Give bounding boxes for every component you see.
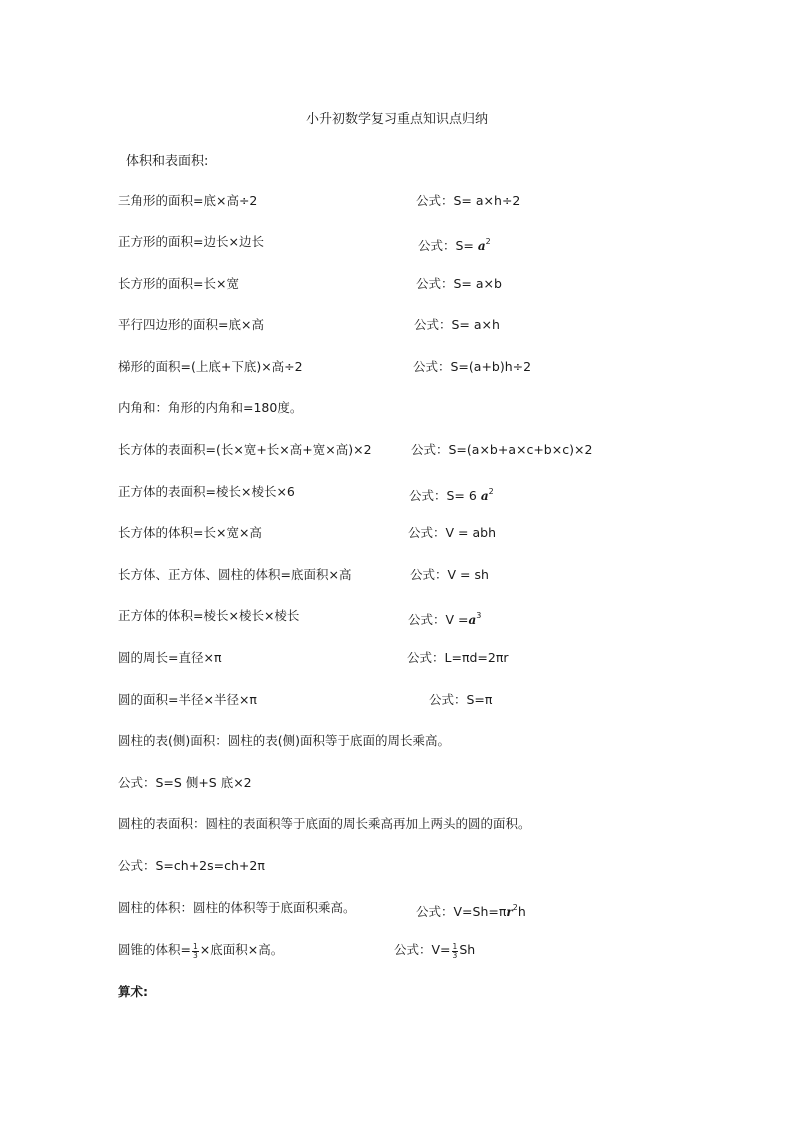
formula: 公式：V = abh (408, 525, 496, 540)
formula-prefix: 公式：V=Sh=π (416, 904, 507, 919)
math-variable: r (506, 905, 513, 919)
formula (418, 232, 491, 252)
text-line: 三角形的面积=底×高÷2 (118, 193, 258, 208)
formula-prefix: 公式：S= 6 (409, 488, 481, 503)
fraction-numerator: 1 (192, 942, 198, 951)
text-line: 正方体的表面积=棱长×棱长×6 (118, 484, 295, 499)
text-line: 平行四边形的面积=底×高 (118, 317, 264, 332)
formula: 公式：S=π (429, 692, 493, 707)
formula-prefix: 公式：S= (418, 238, 478, 253)
fraction (192, 943, 199, 960)
formula: 公式：V = sh (410, 567, 489, 582)
exponent: 2 (485, 237, 491, 246)
math-variable: a (477, 239, 486, 253)
math-variable: a (468, 613, 477, 627)
text-line (118, 940, 283, 960)
formula-prefix: 公式：V = (408, 612, 469, 627)
text-line: 公式：S=S 侧+S 底×2 (118, 775, 252, 790)
text-line: 正方形的面积=边长×边长 (118, 234, 264, 249)
formula-prefix: 公式：V= (394, 942, 451, 957)
math-variable: a (480, 489, 489, 503)
text-line: 长方体的体积=长×宽×高 (118, 525, 262, 540)
formula: 公式：S= a×h (414, 317, 500, 332)
text-line: 公式：S=ch+2s=ch+2π (118, 858, 265, 873)
exponent: 2 (488, 487, 494, 496)
exponent: 2 (512, 903, 518, 912)
section-heading-volume-area: 体积和表面积: (126, 154, 209, 169)
page-title: 小升初数学复习重点知识点归纳 (305, 112, 488, 127)
text-line: 长方体、正方体、圆柱的体积=底面积×高 (118, 567, 352, 582)
text-prefix: 圆锥的体积= (118, 942, 191, 957)
text-line: 圆的面积=半径×半径×π (118, 692, 257, 707)
formula: 公式：S= a×b (416, 276, 502, 291)
formula (408, 606, 481, 626)
fraction-denominator: 3 (452, 951, 458, 960)
text-line: 梯形的面积=(上底+下底)×高÷2 (118, 359, 303, 374)
text-line: 内角和：角形的内角和=180度。 (118, 400, 303, 415)
fraction (452, 943, 459, 960)
formula: 公式：S=(a×b+a×c+b×c)×2 (411, 442, 593, 457)
text-line: 圆柱的表面积：圆柱的表面积等于底面的周长乘高再加上两头的圆的面积。 (118, 816, 531, 831)
text-line: 长方体的表面积=(长×宽+长×高+宽×高)×2 (118, 442, 372, 457)
text-line: 长方形的面积=长×宽 (118, 276, 239, 291)
exponent: 3 (476, 611, 482, 620)
text-line: 圆柱的体积：圆柱的体积等于底面积乘高。 (118, 900, 356, 915)
formula: 公式：S=(a+b)h÷2 (413, 359, 532, 374)
formula: 公式：L=πd=2πr (407, 650, 509, 665)
text-line: 正方体的体积=棱长×棱长×棱长 (118, 608, 300, 623)
fraction-denominator: 3 (192, 951, 198, 960)
formula (394, 940, 475, 960)
formula: 公式：S= a×h÷2 (416, 193, 521, 208)
text-line: 圆柱的表(侧)面积：圆柱的表(侧)面积等于底面的周长乘高。 (118, 733, 451, 748)
formula (409, 482, 494, 502)
text-suffix: ×底面积×高。 (199, 942, 284, 957)
fraction-numerator: 1 (452, 942, 458, 951)
section-heading-arithmetic: 算术: (118, 984, 148, 999)
text-line: 圆的周长=直径×π (118, 650, 222, 665)
formula-suffix: h (517, 904, 526, 919)
formula (416, 898, 526, 918)
formula-suffix: Sh (459, 942, 476, 957)
